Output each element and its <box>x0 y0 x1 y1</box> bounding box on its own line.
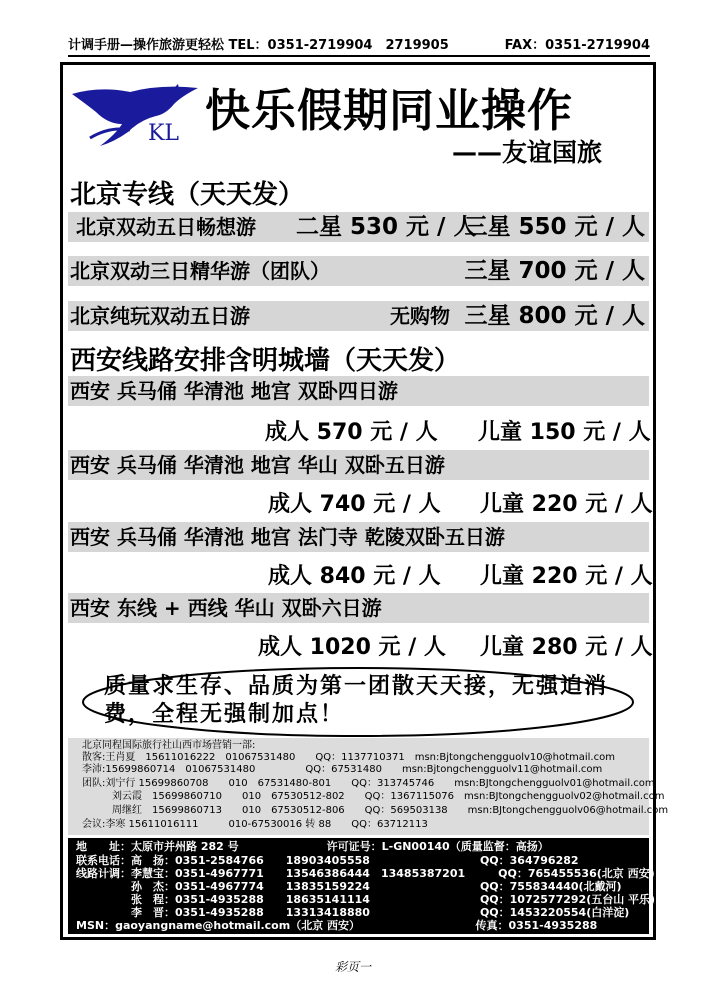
beijing-route-row <box>68 301 649 331</box>
agency-line: 张 程：0351-4935288 18635141114 QQ：1072577292(五台山 平乐) <box>76 893 656 906</box>
agency-line: MSN：gaoyangname@hotmail.com（北京 西安） 传真：0351-4935288 <box>76 919 598 932</box>
wolf-logo-icon <box>70 82 200 152</box>
child-price: 儿童 280 元 / 人 <box>480 635 653 660</box>
route-price-3star: 三星 700 元 / 人 <box>464 258 645 284</box>
adult-price: 成人 1020 元 / 人 <box>258 635 446 660</box>
contact-line: 刘云霞 15699860710 010 67530512-802 QQ：1367115076 msn:BJtongchengguolv02@hotmail.com <box>82 791 665 802</box>
contact-line: 周继红 15699860713 010 67530512-806 QQ：569503138 msn:BJtongchengguolv06@hotmail.com <box>82 805 669 816</box>
contact-line: 团队:刘宁行 15699860708 010 67531480-801 QQ：313745746 msn:BJtongchengguolv01@hotmail.com <box>82 778 655 789</box>
page-footer: 彩页一 <box>335 960 372 974</box>
agency-info <box>68 838 656 934</box>
contact-line: 李沛:15699860714 01067531480 QQ：67531480 msn:Bjtongchengguolv11@hotmail.com <box>82 764 603 775</box>
route-price-3star: 三星 550 元 / 人 <box>464 214 645 240</box>
route-name: 北京双动五日畅想游 <box>76 215 256 239</box>
xian-heading: 西安线路安排含明城墙（天天发） <box>70 346 461 376</box>
beijing-route-row <box>68 256 649 286</box>
route-name: 北京双动三日精华游（团队） <box>70 259 330 283</box>
agency-line: 线路计调：李慧宝：0351-4967771 13546386444 13485387201 QQ：765455536(北京 西安) <box>76 867 655 880</box>
header-contact: 计调手册—操作旅游更轻松 TEL：0351-2719904 2719905 <box>68 38 449 53</box>
route-note: 无购物 <box>390 304 450 328</box>
beijing-heading: 北京专线（天天发） <box>70 180 305 210</box>
header-fax: FAX：0351-2719904 <box>504 38 650 53</box>
child-price: 儿童 150 元 / 人 <box>478 420 651 445</box>
xian-route-name: 西安 兵马俑 华清池 地宫 华山 双卧五日游 <box>68 450 649 480</box>
beijing-contacts <box>68 738 669 835</box>
agency-line: 联系电话：高 扬：0351-2584766 18903405558 QQ：364796282 <box>76 854 579 867</box>
contact-line: 会议:李寒 15611016111 010-67530016 转 88 QQ：63712113 <box>82 819 428 830</box>
contact-line: 北京同程国际旅行社山西市场营销一部: <box>82 740 256 751</box>
route-price-3star: 三星 800 元 / 人 <box>464 303 645 329</box>
route-price-2star: 二星 530 元 / 人 <box>296 214 477 240</box>
route-name: 北京纯玩双动五日游 <box>70 304 250 328</box>
xian-route-name: 西安 兵马俑 华清池 地宫 法门寺 乾陵双卧五日游 <box>68 522 649 552</box>
adult-price: 成人 570 元 / 人 <box>265 420 438 445</box>
page-title: 快乐假期同业操作 <box>205 84 574 137</box>
contact-line: 散客:王肖夏 15611016222 01067531480 QQ：1137710371 msn:Bjtongchengguolv10@hotmail.com <box>82 752 615 763</box>
agency-line: 李 晋：0351-4935288 13313418880 QQ：1453220554(白洋淀) <box>76 906 630 919</box>
svg-text:KL: KL <box>148 121 180 146</box>
xian-route-name: 西安 兵马俑 华清池 地宫 双卧四日游 <box>68 376 649 406</box>
adult-price: 成人 740 元 / 人 <box>268 492 441 517</box>
agency-line: 地 址：太原市并州路 282 号 许可证号：L-GN00140（质量监督：高扬） <box>76 840 549 853</box>
child-price: 儿童 220 元 / 人 <box>480 564 653 589</box>
child-price: 儿童 220 元 / 人 <box>480 492 653 517</box>
slogan-text: 质量求生存、品质为第一团散天天接，无强迫消费，全程无强制加点！ <box>104 674 609 727</box>
page-subtitle: ——友谊国旅 <box>452 138 603 167</box>
beijing-route-row <box>68 212 649 242</box>
agency-line: 孙 杰：0351-4967774 13835159224 QQ：755834440(北戴河) <box>76 880 622 893</box>
page-header <box>68 34 650 57</box>
xian-route-name: 西安 东线 + 西线 华山 双卧六日游 <box>68 593 649 623</box>
slogan-box <box>80 665 636 739</box>
adult-price: 成人 840 元 / 人 <box>268 564 441 589</box>
